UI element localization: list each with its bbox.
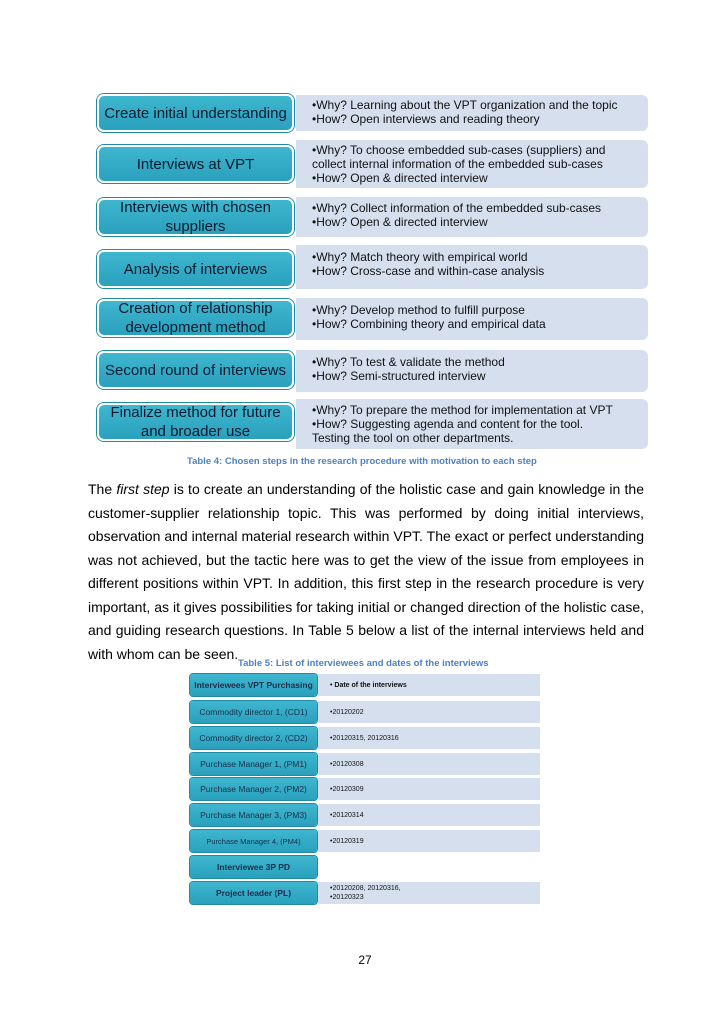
project-leader-dates-line-2: •20120323 (330, 894, 364, 901)
table-row-dates (318, 830, 540, 852)
table-row-project-leader-dates (318, 882, 540, 904)
table-5-caption: Table 5: List of interviewees and dates of the interviews (238, 658, 489, 669)
table-row-name: Purchase Manager 2, (PM2) (190, 778, 317, 800)
step-7-how: •How? Suggesting agenda and content for the tool. (312, 417, 584, 431)
step-4-description (296, 245, 648, 289)
table-row-name: Purchase Manager 4, (PM4) (190, 830, 317, 852)
step-1-box: Create initial understanding (97, 94, 294, 132)
step-3-description (296, 197, 648, 237)
step-5-description (296, 298, 648, 340)
step-5-box: Creation of relationship development method (97, 299, 294, 337)
paragraph-rest: is to create an understanding of the holistic case and gain knowledge in the customer-supplier relationship topic. This was performed by doing initial interviews, observation and internal material research within VPT. The exact or perfect understanding was not achieved, but the tactic here was to get the view of the issue from employees in different positions within VPT. In addition, this first step in the research procedure is very important, as it gives possibilities for taking initial or changed direction of the holistic case, and guiding research questions. In Table 5 below a list of the internal interviews held and with whom can be seen. (88, 481, 644, 662)
step-7-why: •Why? To prepare the method for implementation at VPT (312, 403, 613, 417)
table-row-name: Commodity director 2, (CD2) (190, 727, 317, 749)
table-row-dates-text: •20120314 (330, 811, 364, 819)
step-6-description (296, 350, 648, 392)
step-3-how: •How? Open & directed interview (312, 215, 488, 229)
table-row-interviewee-3ppd: Interviewee 3P PD (190, 856, 317, 878)
step-7-extra: Testing the tool on other departments. (312, 431, 514, 445)
table-row-name: Purchase Manager 3, (PM3) (190, 804, 317, 826)
table-5-header-left: Interviewees VPT Purchasing (190, 674, 317, 696)
table-5-header-right-text: • Date of the interviews (330, 681, 407, 689)
paragraph-intro: The (88, 481, 117, 497)
step-2-description (296, 140, 648, 188)
table-5-header-right (318, 674, 540, 696)
paragraph-emphasis: first step (116, 481, 170, 497)
table-row-name: Purchase Manager 1, (PM1) (190, 753, 317, 775)
table-row-dates-text: •20120202 (330, 708, 364, 716)
table-row-name: Commodity director 1, (CD1) (190, 701, 317, 723)
table-row-dates (318, 727, 540, 749)
table-row-dates (318, 804, 540, 826)
step-1-description (296, 95, 648, 131)
table-row-dates-text: •20120309 (330, 785, 364, 793)
step-2-how: collect internal information of the embedded sub-cases (312, 157, 603, 171)
step-6-box: Second round of interviews (97, 351, 294, 389)
step-2-why: •Why? To choose embedded sub-cases (suppliers) and (312, 143, 606, 157)
step-1-how: •How? Open interviews and reading theory (312, 112, 540, 126)
step-3-box: Interviews with chosen suppliers (97, 198, 294, 236)
step-4-box: Analysis of interviews (97, 250, 294, 288)
table-row-dates-text: •20120308 (330, 760, 364, 768)
step-6-how: •How? Semi-structured interview (312, 369, 486, 383)
step-2-box: Interviews at VPT (97, 145, 294, 183)
step-7-description (296, 399, 648, 449)
step-6-why: •Why? To test & validate the method (312, 355, 505, 369)
table-4-caption: Table 4: Chosen steps in the research procedure with motivation to each step (187, 456, 537, 467)
step-1-why: •Why? Learning about the VPT organization and the topic (312, 98, 618, 112)
table-row-dates-text: •20120319 (330, 837, 364, 845)
step-2-extra: •How? Open & directed interview (312, 171, 488, 185)
step-3-why: •Why? Collect information of the embedded sub-cases (312, 201, 602, 215)
table-row-project-leader: Project leader (PL) (190, 882, 317, 904)
table-row-dates (318, 701, 540, 723)
page-number: 27 (358, 953, 372, 967)
project-leader-dates-line-1: •20120208, 20120316, (330, 885, 401, 892)
step-5-how: •How? Combining theory and empirical data (312, 317, 546, 331)
table-row-dates (318, 778, 540, 800)
step-4-why: •Why? Match theory with empirical world (312, 250, 528, 264)
step-4-how: •How? Cross-case and within-case analysis (312, 264, 545, 278)
table-row-dates (318, 753, 540, 775)
table-row-dates-text: •20120315, 20120316 (330, 734, 399, 742)
body-paragraph (88, 478, 644, 666)
step-7-box: Finalize method for future and broader use (97, 403, 294, 441)
step-5-why: •Why? Develop method to fulfill purpose (312, 303, 525, 317)
